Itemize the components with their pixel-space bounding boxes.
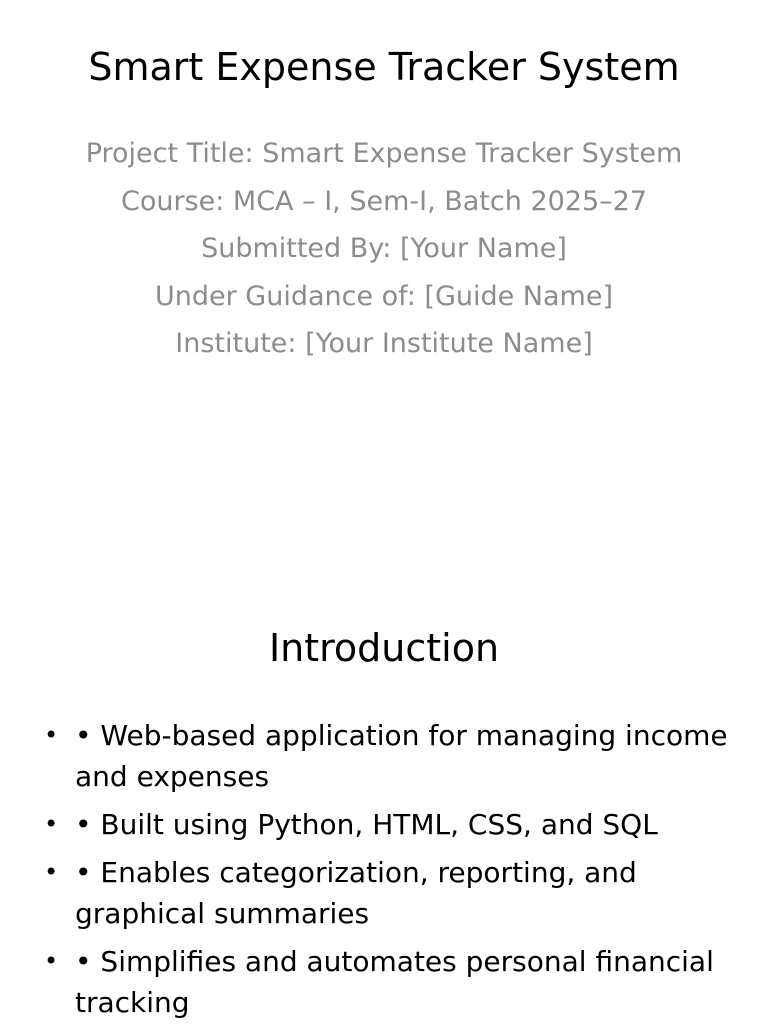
- bullet-text: • Simplifies and automates personal financial tracking: [75, 945, 714, 1019]
- list-item: [40, 715, 730, 797]
- bullet-list: [40, 715, 730, 1030]
- guidance-line: Under Guidance of: [Guide Name]: [154, 280, 613, 312]
- project-title-line: Project Title: Smart Expense Tracker System: [85, 138, 683, 169]
- bullet-marker: •: [44, 947, 59, 975]
- submitted-by-line: Submitted By: [Your Name]: [201, 233, 567, 264]
- bullet-text: • Built using Python, HTML, CSS, and SQL: [75, 808, 658, 841]
- bullet-text: • Enables categorization, reporting, and graphical summaries: [75, 856, 637, 930]
- institute-line: Institute: [Your Institute Name]: [175, 328, 593, 359]
- list-item: [40, 804, 730, 845]
- list-item: [40, 941, 730, 1023]
- slide-title: Introduction: [268, 626, 500, 670]
- introduction-slide: [0, 576, 768, 1024]
- course-line: Course: MCA – I, Sem-I, Batch 2025–27: [120, 185, 648, 217]
- project-details: [0, 130, 768, 368]
- bullet-marker: •: [44, 858, 59, 886]
- bullet-marker: •: [44, 721, 59, 749]
- bullet-marker: •: [44, 810, 59, 838]
- slide-title: Smart Expense Tracker System: [88, 45, 680, 89]
- bullet-text: • Web-based application for managing income and expenses: [75, 719, 728, 793]
- list-item: [40, 852, 730, 934]
